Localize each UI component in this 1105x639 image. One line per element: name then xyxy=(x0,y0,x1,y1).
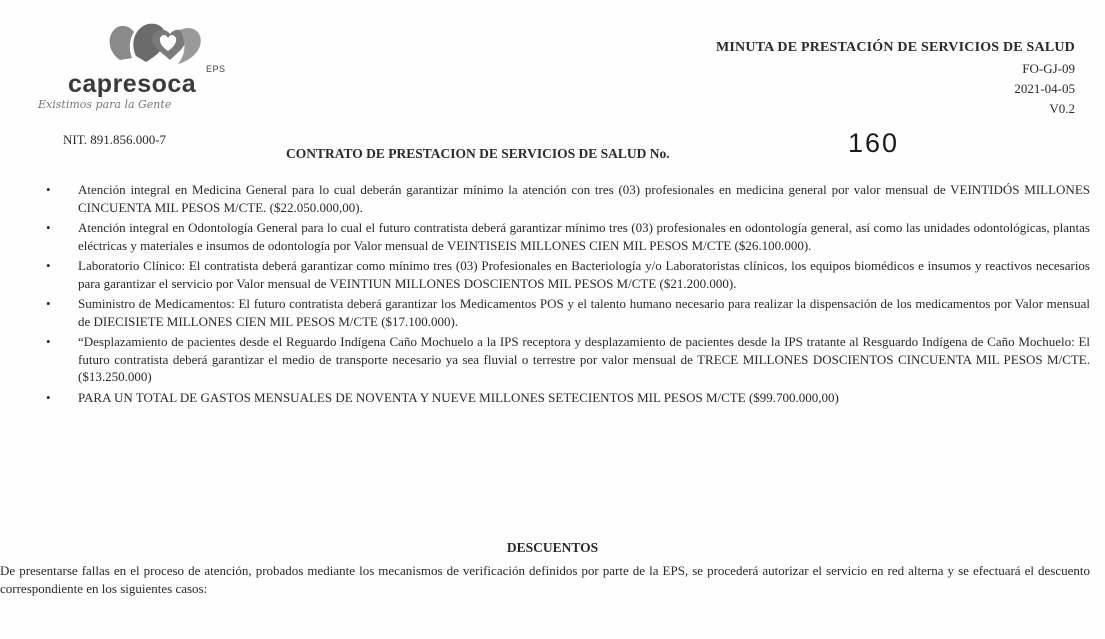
list-item xyxy=(18,389,1090,407)
list-item-text: Atención integral en Medicina General para lo cual deberán garantizar mínimo la atención con tres (03) profesionales en medicina general por valor mensual de VEINTIDÓS MILLONES CINCUENTA MIL PESOS M/CTE. ($22.050.000,00). xyxy=(78,182,1090,215)
bullet-icon: • xyxy=(46,220,51,235)
list-item-text: Suministro de Medicamentos: El futuro contratista deberá garantizar los Medicamentos POS y el talento humano necesario para realizar la dispensación de los medicamentos por Valor mensual de DIECISIETE MILLONES CIEN MIL PESOS M/CTE ($17.100.000). xyxy=(78,296,1090,329)
list-item xyxy=(18,257,1090,292)
company-logo xyxy=(38,14,238,114)
list-item-text: “Desplazamiento de pacientes desde el Reguardo Indígena Caño Mochuelo a la IPS receptora y desplazamiento de pacientes desde la IPS tratante al Resguardo Indígena de Caño Mochuelo: El futuro contratista deberá garantizar el medio de transporte necesario ya sea fluvial o terrestre por valor mensual de TRECE MILLONES DOSCIENTOS CINCUENTA MIL PESOS M/CTE.($13.250.000) xyxy=(78,334,1090,384)
document-version: V0.2 xyxy=(1049,101,1075,116)
bullet-icon: • xyxy=(46,296,51,311)
contract-title: CONTRATO DE PRESTACION DE SERVICIOS DE SALUD No. xyxy=(286,146,670,161)
document-title: MINUTA DE PRESTACIÓN DE SERVICIOS DE SALUD xyxy=(715,40,1075,55)
bullet-icon: • xyxy=(46,258,51,273)
bullet-icon: • xyxy=(46,182,51,197)
section-title: DESCUENTOS xyxy=(506,540,599,555)
services-list xyxy=(18,181,1090,409)
document-date: 2021-04-05 xyxy=(1014,81,1075,96)
logo-eps-label: EPS xyxy=(206,64,226,74)
list-item xyxy=(18,219,1090,254)
nit-number: NIT. 891.856.000-7 xyxy=(63,132,167,147)
document-code: FO-GJ-09 xyxy=(1022,61,1075,76)
list-item-text: Atención integral en Odontología General para lo cual el futuro contratista deberá garantizar mínimo tres (03) profesionales en odontología general, así como las unidades odontológicas, plantas eléctricas y materiales e insumos de odontología por Valor mensual de VEINTISEIS MILLONES CIEN MIL PESOS M/CTE ($26.100.000). xyxy=(78,220,1090,253)
contract-number: 160 xyxy=(848,128,900,158)
list-item xyxy=(18,333,1090,386)
bullet-icon: • xyxy=(46,334,51,349)
logo-slogan: Existimos para la Gente xyxy=(38,98,172,111)
logo-name: capresoca xyxy=(68,70,197,98)
list-item-text: PARA UN TOTAL DE GASTOS MENSUALES DE NOVENTA Y NUEVE MILLONES SETECIENTOS MIL PESOS M/CTE ($99.700.000,00) xyxy=(78,389,839,405)
section-paragraph: De presentarse fallas en el proceso de atención, probados mediante los mecanismos de verificación definidos por parte de la EPS, se procederá autorizar el servicio en red alterna y se efectuará el descuento correspondiente en los siguientes casos: xyxy=(0,563,1090,596)
list-item-text: Laboratorio Clínico: El contratista deberá garantizar como mínimo tres (03) Profesionales en Bacteriología y/o Laboratoristas clínicos, los equipos biomédicos e insumos y reactivos necesarios para garantizar el servicio por Valor mensual de VEINTIUN MILLONES DOSCIENTOS MIL PESOS M/CTE ($21.200.000). xyxy=(78,258,1090,291)
capresoca-logo-icon xyxy=(100,16,210,74)
list-item xyxy=(18,181,1090,216)
bullet-icon: • xyxy=(46,389,51,405)
list-item xyxy=(18,295,1090,330)
